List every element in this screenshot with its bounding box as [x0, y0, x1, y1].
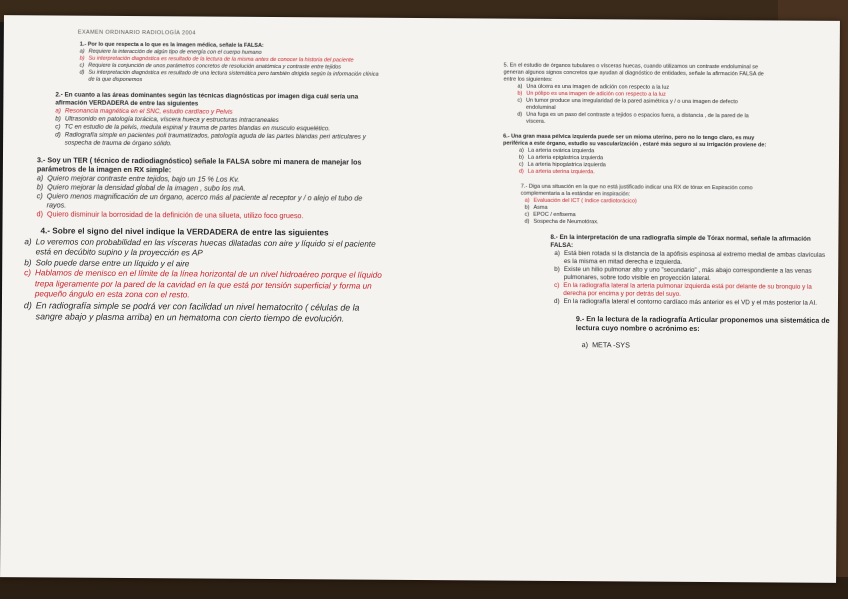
- question-7-option-c: c) EPOC / enfisema: [524, 211, 576, 219]
- question-4-option-a: a) Lo veremos con probabilidad en las vísceras huecas dilatadas con aire y líquido si el paciente está en decúbito supino y la proyección es AP: [24, 236, 376, 258]
- question-5-option-d: d) Una fuga es un paso del contraste a tejidos o espacios fuera, a distancia , de la pared de la víscera.: [517, 111, 749, 125]
- question-3-option-a: a) Quiero mejorar contraste entre tejidos, bajo un 15 % Los Kv.: [36, 173, 240, 184]
- question-6-option-a: a) La arteria ovárica izquierda: [519, 147, 595, 155]
- question-1-option-a: a) Requiere la interacción de algún tipo de energía con el cuerpo humano: [79, 48, 262, 56]
- question-3-option-c: c) Quiero menos magnificación de un órgano, acerco más al paciente al receptor y / o alejo el tubo de rayos.: [36, 191, 363, 210]
- question-8: [502, 234, 832, 308]
- question-5-option-b: b) Un pólipo es una imagen de adición con respecto a la luz: [517, 90, 666, 98]
- question-5-option-a: a) Una úlcera es una imagen de adición con respecto a la luz: [517, 83, 670, 91]
- question-5: [503, 63, 768, 128]
- question-6: [503, 134, 778, 178]
- question-8-option-c: c) En la radiografía lateral la arteria pulmonar izquierda está por delante de su bronquio y la derecha por encima y por detrás del suyo.: [554, 281, 812, 298]
- question-7-option-d: d) Sospecha de Neumotórax.: [524, 218, 599, 226]
- question-8-option-a: a) Está bien rotada si la distancia de la apófisis espinosa al extremo medial de ambas clavículas es la misma en mitad derecha e izquierda.: [554, 249, 826, 266]
- question-2-option-a: a) Resonancia magnética en el SNC, estudio cardíaco y Pelvis: [55, 107, 233, 116]
- question-4: [24, 226, 385, 325]
- question-2: [55, 91, 375, 149]
- question-1-text: 1.- Por lo que respecta a lo que es la imagen médica, señale la FALSA:: [79, 41, 264, 49]
- question-2-option-b: b) Ultrasonido en patología torácica, víscera hueca y estructuras intracraneales: [55, 115, 279, 125]
- right-column: [502, 63, 834, 359]
- question-7-text: 7.- Diga una situación en la que no está justificado indicar una RX de tórax en Espiración como complementaria a la estándar en inspiración:: [520, 183, 753, 198]
- question-5-text: 5. En el estudio de órganos tubulares o vísceras huecas, cuando utilizamos un contraste endoluminal se generan algunos signos concretos que ayudan al diagnóstico de entidades, señale la afirmación FALSA de entre los siguientes:: [503, 62, 764, 83]
- question-1-option-d: d) Su interpretación diagnóstica es resultado de una lectura sistemática pero también dirigida según la información clínica de la que disponemos: [79, 69, 379, 84]
- question-7-option-a: a) Evaluación del ICT ( índice cardiotorácico): [524, 197, 637, 205]
- question-3-option-b: b) Quiero mejorar la densidad global de la imagen , subo los mA.: [36, 182, 246, 193]
- question-2-text: 2.- En cuanto a las áreas dominantes según las técnicas diagnósticas por imagen diga cuál sería una afirmación VERDADERA de entre las siguientes: [55, 91, 359, 108]
- exam-sheet: [0, 15, 840, 583]
- question-4-option-b: b) Solo puede darse entre un líquido y el aire: [24, 257, 190, 268]
- question-7: [503, 184, 788, 228]
- question-3: [37, 155, 382, 220]
- question-3-text: 3.- Soy un TER ( técnico de radiodiagnóstico) señale la FALSA sobre mi manera de manejar los parámetros de la imagen en RX simple:: [36, 155, 362, 175]
- question-6-option-d: d) La arteria uterina izquierda.: [518, 168, 595, 176]
- question-6-option-c: c) La arteria hipogástrica izquierda: [518, 161, 606, 169]
- left-column: [16, 29, 398, 333]
- question-9-text: 9.- En la lectura de la radiografía Articular proponemos una sistemática de lectura cuyo nombre o acrónimo es:: [575, 314, 830, 333]
- exam-title: EXAMEN ORDINARIO RADIOLOGÍA 2004: [77, 29, 196, 37]
- question-3-option-d: d) Quiero disminuir la borrosidad de la definición de una silueta, utilizo foco grueso.: [36, 209, 304, 221]
- question-4-option-c: c) Hablamos de menisco en el límite de la línea horizontal de un nivel hidroaéreo porque el líquido trepa ligeramente por la pared de la cavidad en la que está por tensión superficial y forma un pequeño ángulo en esta zona con el resto.: [24, 268, 382, 300]
- question-1: [79, 42, 379, 86]
- question-9: [502, 314, 832, 351]
- question-9-option-a: a) META -SYS: [581, 340, 630, 350]
- question-8-option-d: d) En la radiografía lateral el contorno cardíaco más anterior es el VD y el más posterior la AI.: [553, 297, 818, 307]
- question-8-text: 8.- En la interpretación de una radiografía simple de Tórax normal, señale la afirmación FALSA:: [550, 233, 811, 250]
- question-7-option-b: b) Asma: [524, 204, 548, 211]
- question-2-option-d: d) Radiografía simple en pacientes poli traumatizados, patología aguda de las partes blandas peri articulares y sospecha de trauma de órgano sólido.: [55, 131, 366, 148]
- question-5-option-c: c) Un tumor produce una irregularidad de la pared asimétrica y / o una imagen de defecto endoluminal: [517, 97, 738, 111]
- question-1-option-b: b) Su interpretación diagnóstica es resultado de la lectura de la misma antes de conocer la historia del paciente: [79, 55, 354, 64]
- question-2-option-c: c) TC en estudio de la pelvis, medula espinal y trauma de partes blandas en musculo esquelético.: [55, 123, 331, 133]
- question-4-option-d: d) En radiografía simple se podrá ver con facilidad un nivel hematocrito ( células de la sangre abajo y plasma arriba) en un hematoma con cierto tiempo de evolución.: [23, 299, 360, 324]
- question-4-text: 4.- Sobre el signo del nivel indique la VERDADERA de entre las siguientes: [40, 226, 329, 238]
- question-6-text: 6.- Una gran masa pélvica izquierda puede ser un mioma uterino, pero no lo tengo claro, es muy periférica a este órgano, estudio su vascularización , estaré más seguro si su irrigación proviene de:: [503, 133, 767, 149]
- question-6-option-b: b) La arteria epigástrica izquierda: [518, 154, 604, 162]
- question-8-option-b: b) Existe un hilio pulmonar alto y uno "secundario" , más abajo correspondiente a las venas pulmonares, sobre todo visible en proyección lateral.: [554, 265, 812, 283]
- question-1-option-c: c) Requiere la conjunción de unos parámetros concretos de resolución anatómica y contraste entre tejidos: [79, 62, 342, 71]
